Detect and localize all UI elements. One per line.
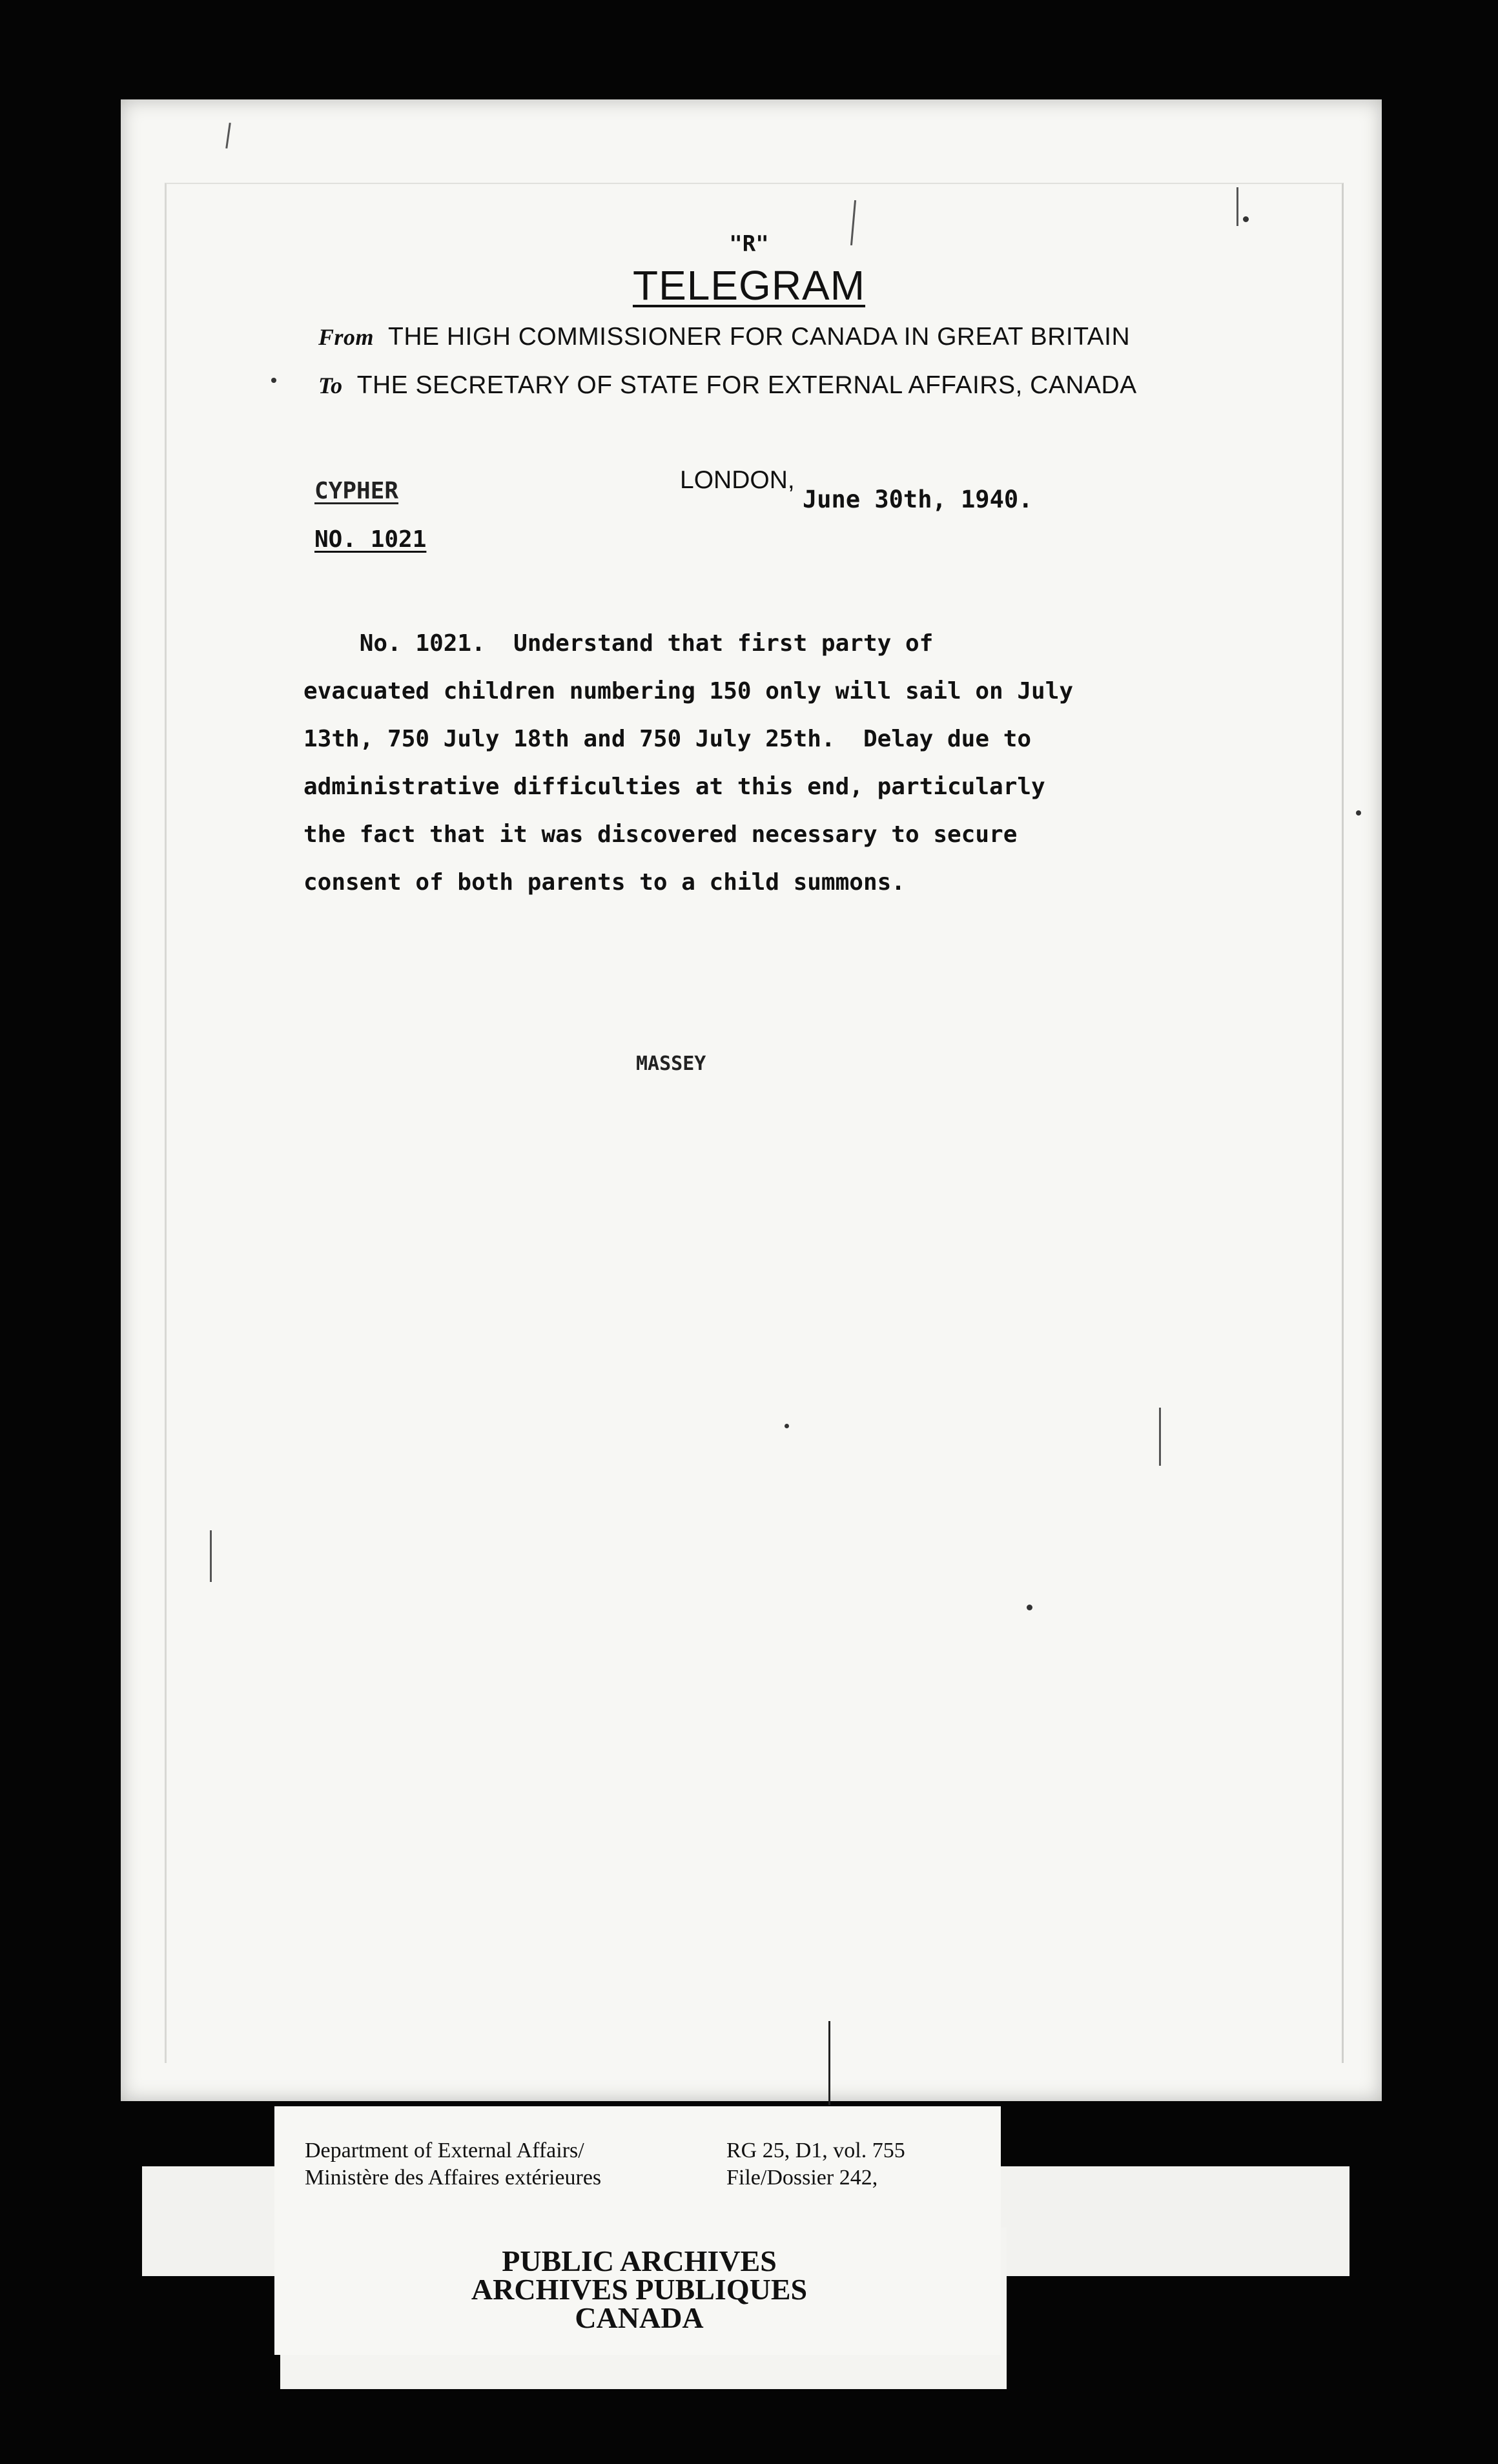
scan-scratch [1159,1408,1161,1466]
stamp-line: ARCHIVES PUBLIQUES [471,2273,808,2306]
message-body [303,620,1143,907]
record-group-line: RG 25, D1, vol. 755 [726,2139,905,2162]
to-label: To [318,373,343,398]
security-marking: "R" [729,231,769,257]
stamp-line: PUBLIC ARCHIVES [502,2244,777,2277]
to-line [318,371,1137,400]
date: June 30th, 1940. [803,486,1033,513]
from-line [318,323,1130,351]
form-border [165,183,1344,2063]
body-line: the fact that it was discovered necessary to secure [303,821,1018,848]
scan-speck [271,378,276,383]
record-group-reference [726,2137,905,2192]
public-archives-stamp [446,2244,833,2334]
sender: THE HIGH COMMISSIONER FOR CANADA IN GREAT BRITAIN [388,323,1131,351]
scan-speck [785,1424,789,1428]
place: LONDON, [680,466,795,494]
scan-speck [1027,1605,1032,1610]
scan-scratch [828,2021,830,2105]
from-label: From [318,324,374,350]
department-line: Department of External Affairs/ [305,2139,584,2162]
recipient: THE SECRETARY OF STATE FOR EXTERNAL AFFAIRS, CANADA [356,371,1137,399]
body-line: consent of both parents to a child summons. [303,869,905,896]
department-reference [305,2137,601,2192]
scan-scratch [1236,187,1238,226]
stamp-line: CANADA [575,2301,704,2334]
file-line: File/Dossier 242, [726,2166,878,2190]
body-line: administrative difficulties at this end, particularly [303,774,1045,800]
body-line: 13th, 750 July 18th and 750 July 25th. Delay due to [303,726,1032,752]
body-line: evacuated children numbering 150 only will sail on July [303,678,1074,704]
body-line: No. 1021. Understand that first party of [303,630,934,657]
scan-speck [1243,216,1249,222]
message-number: NO. 1021 [314,526,427,553]
department-line: Ministère des Affaires extérieures [305,2166,602,2190]
cypher-label: CYPHER [314,478,399,504]
signature: MASSEY [636,1052,706,1075]
scan-speck [1356,810,1361,816]
scan-scratch [210,1530,212,1582]
document-title: TELEGRAM [632,262,866,309]
